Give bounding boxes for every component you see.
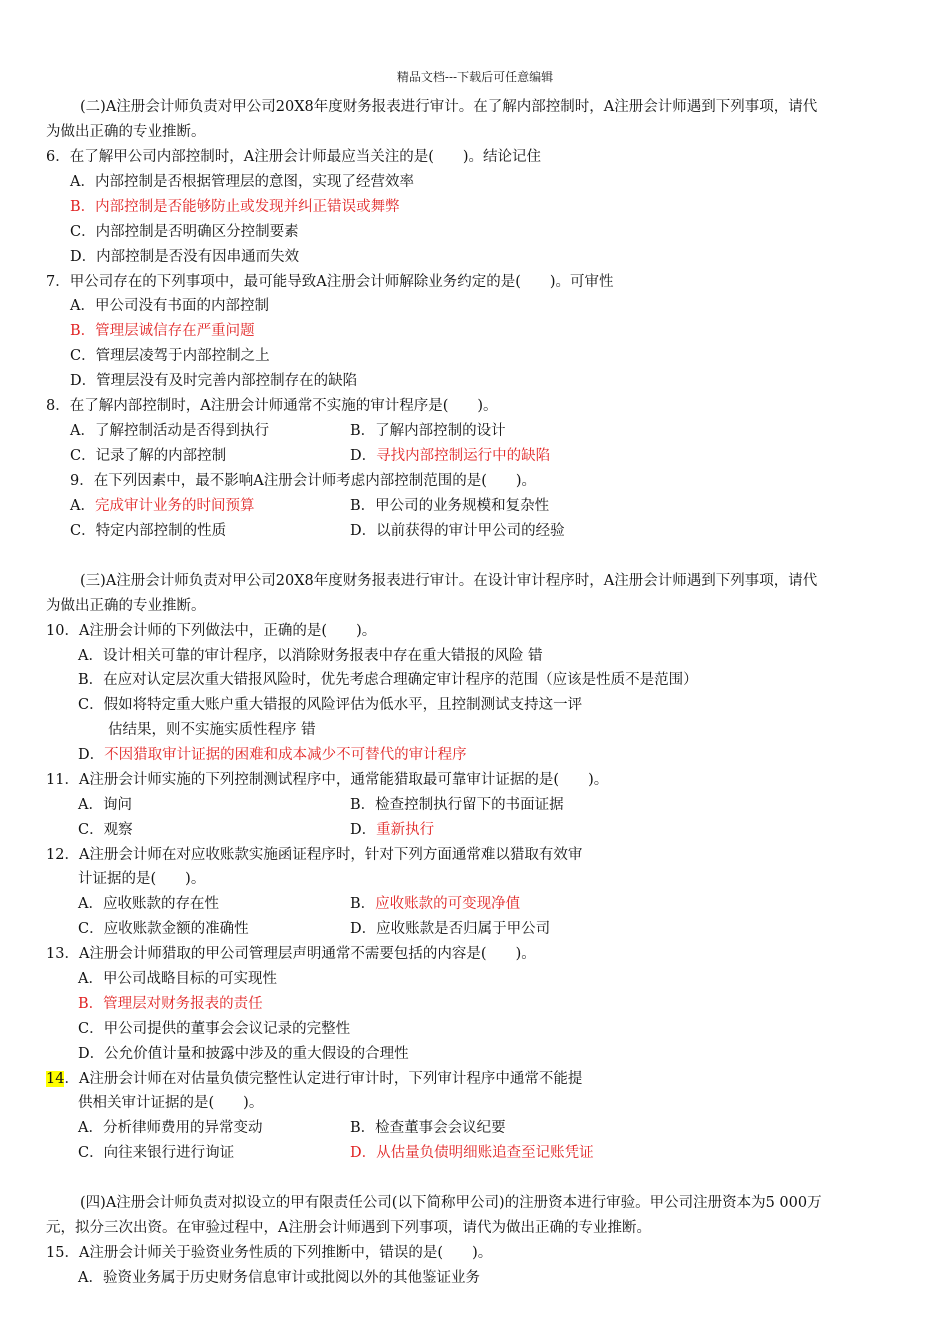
section-3-intro-cont: 为做出正确的专业推断。	[46, 598, 206, 614]
q11-option-b: B．检查控制执行留下的书面证据	[350, 797, 564, 813]
q10-option-c: C．假如将特定重大账户重大错报的风险评估为低水平，且控制测试支持这一评	[78, 697, 583, 713]
q8-option-b: B．了解内部控制的设计	[350, 423, 506, 439]
q14-option-a: A．分析律师费用的异常变动	[78, 1120, 263, 1136]
q11-option-d-prefix: D．	[350, 822, 377, 838]
q9-option-a	[70, 496, 254, 516]
q9-stem: 9．在下列因素中，最不影响A注册会计师考虑内部控制范围的是( )。	[70, 473, 537, 489]
section-2-intro: (二)A注册会计师负责对甲公司20X8年度财务报表进行审计。在了解内部控制时，A注册会计师遇到下列事项，请代	[80, 99, 818, 115]
q7-option-b-answer: B．管理层诚信存在严重问题	[70, 323, 255, 339]
section-4-intro-cont: 元，拟分三次出资。在审验过程中，A注册会计师遇到下列事项，请代为做出正确的专业推断。	[46, 1220, 651, 1236]
q8-option-c: C．记录了解的内部控制	[70, 448, 227, 464]
q12-stem-cont: 计证据的是( )。	[78, 871, 206, 887]
q10-stem: 10．A注册会计师的下列做法中，正确的是( )。	[46, 623, 377, 639]
q9-option-b: B．甲公司的业务规模和复杂性	[350, 498, 550, 514]
q6-option-d: D．内部控制是否没有因串通而失效	[70, 249, 300, 265]
q14-stem	[46, 1069, 582, 1089]
q14-option-d-answer: D．从估量负债明细账追查至记账凭证	[350, 1145, 594, 1161]
q11-option-a: A．询问	[78, 797, 132, 813]
q12-option-d: D．应收账款是否归属于甲公司	[350, 921, 551, 937]
q8-option-d-prefix: D．	[350, 448, 377, 464]
page-header: 精品文档---下载后可任意编辑	[396, 70, 554, 84]
q6-option-c: C．内部控制是否明确区分控制要素	[70, 224, 299, 240]
q10-option-c-cont: 估结果，则不实施实质性程序 错	[108, 722, 316, 738]
q12-stem: 12．A注册会计师在对应收账款实施函证程序时，针对下列方面通常难以猎取有效审	[46, 847, 583, 863]
q8-option-d	[350, 446, 550, 466]
q13-option-b-answer: B．管理层对财务报表的责任	[78, 996, 263, 1012]
q11-option-d	[350, 820, 434, 840]
q13-stem: 13．A注册会计师猎取的甲公司管理层声明通常不需要包括的内容是( )。	[46, 946, 536, 962]
q7-stem: 7．甲公司存在的下列事项中，最可能导致A注册会计师解除业务约定的是( )。可审性	[46, 274, 614, 290]
q6-option-b-answer: B．内部控制是否能够防止或发现并纠正错误或舞弊	[70, 199, 400, 215]
q10-option-d-prefix: D．	[78, 747, 105, 763]
q8-stem: 8．在了解内部控制时，A注册会计师通常不实施的审计程序是( )。	[46, 398, 498, 414]
q11-stem: 11．A注册会计师实施的下列控制测试程序中，通常能猎取最可靠审计证据的是( )。	[46, 772, 609, 788]
q15-stem: 15．A注册会计师关于验资业务性质的下列推断中，错误的是( )。	[46, 1245, 493, 1261]
q7-option-d: D．管理层没有及时完善内部控制存在的缺陷	[70, 373, 358, 389]
q8-option-a: A．了解控制活动是否得到执行	[70, 423, 269, 439]
q13-option-a: A．甲公司战略目标的可实现性	[78, 971, 277, 987]
q14-number-highlight: 14	[46, 1071, 65, 1087]
q8-option-d-answer: 寻找内部控制运行中的缺陷	[376, 448, 551, 464]
q13-option-d: D．公允价值计量和披露中涉及的重大假设的合理性	[78, 1046, 409, 1062]
section-2-intro-cont: 为做出正确的专业推断。	[46, 124, 206, 140]
q15-option-a: A．验资业务属于历史财务信息审计或批阅以外的其他鉴证业务	[78, 1270, 480, 1286]
q14-stem-cont: 供相关审计证据的是( )。	[78, 1095, 264, 1111]
q9-option-d: D．以前获得的审计甲公司的经验	[350, 523, 565, 539]
q11-option-c: C．观察	[78, 822, 133, 838]
q12-option-b	[350, 894, 520, 914]
q13-option-c: C．甲公司提供的董事会会议记录的完整性	[78, 1021, 351, 1037]
q6-option-a: A．内部控制是否根据管理层的意图，实现了经营效率	[70, 174, 414, 190]
q14-stem-text: ．A注册会计师在对估量负债完整性认定进行审计时，下列审计程序中通常不能提	[64, 1071, 583, 1087]
q10-option-a: A．设计相关可靠的审计程序，以消除财务报表中存在重大错报的风险 错	[78, 648, 543, 664]
q14-option-c: C．向往来银行进行询证	[78, 1145, 235, 1161]
q9-option-c: C．特定内部控制的性质	[70, 523, 227, 539]
q12-option-c: C．应收账款金额的准确性	[78, 921, 249, 937]
q12-option-a: A．应收账款的存在性	[78, 896, 219, 912]
q10-option-b: B．在应对认定层次重大错报风险时，优先考虑合理确定审计程序的范围（应该是性质不是范围）	[78, 672, 698, 688]
q10-option-d-answer: 不因猎取审计证据的困难和成本减少不可替代的审计程序	[104, 747, 467, 763]
q9-option-a-answer: 完成审计业务的时间预算	[94, 498, 255, 514]
q12-option-b-answer: 应收账款的可变现净值	[375, 896, 521, 912]
q7-option-c: C．管理层凌驾于内部控制之上	[70, 348, 270, 364]
q10-option-d	[78, 745, 467, 765]
q6-stem: 6．在了解甲公司内部控制时，A注册会计师最应当关注的是( )。结论记住	[46, 149, 542, 165]
section-3-intro: (三)A注册会计师负责对甲公司20X8年度财务报表进行审计。在设计审计程序时，A注册会计师遇到下列事项，请代	[80, 573, 818, 589]
q11-option-d-answer: 重新执行	[376, 822, 435, 838]
q7-option-a: A．甲公司没有书面的内部控制	[70, 298, 269, 314]
q9-option-a-prefix: A．	[70, 498, 95, 514]
q12-option-b-prefix: B．	[350, 896, 376, 912]
q14-option-b: B．检查董事会会议纪要	[350, 1120, 506, 1136]
section-4-intro: (四)A注册会计师负责对拟设立的甲有限责任公司(以下简称甲公司)的注册资本进行审验。甲公司注册资本为5 000万	[80, 1195, 822, 1211]
